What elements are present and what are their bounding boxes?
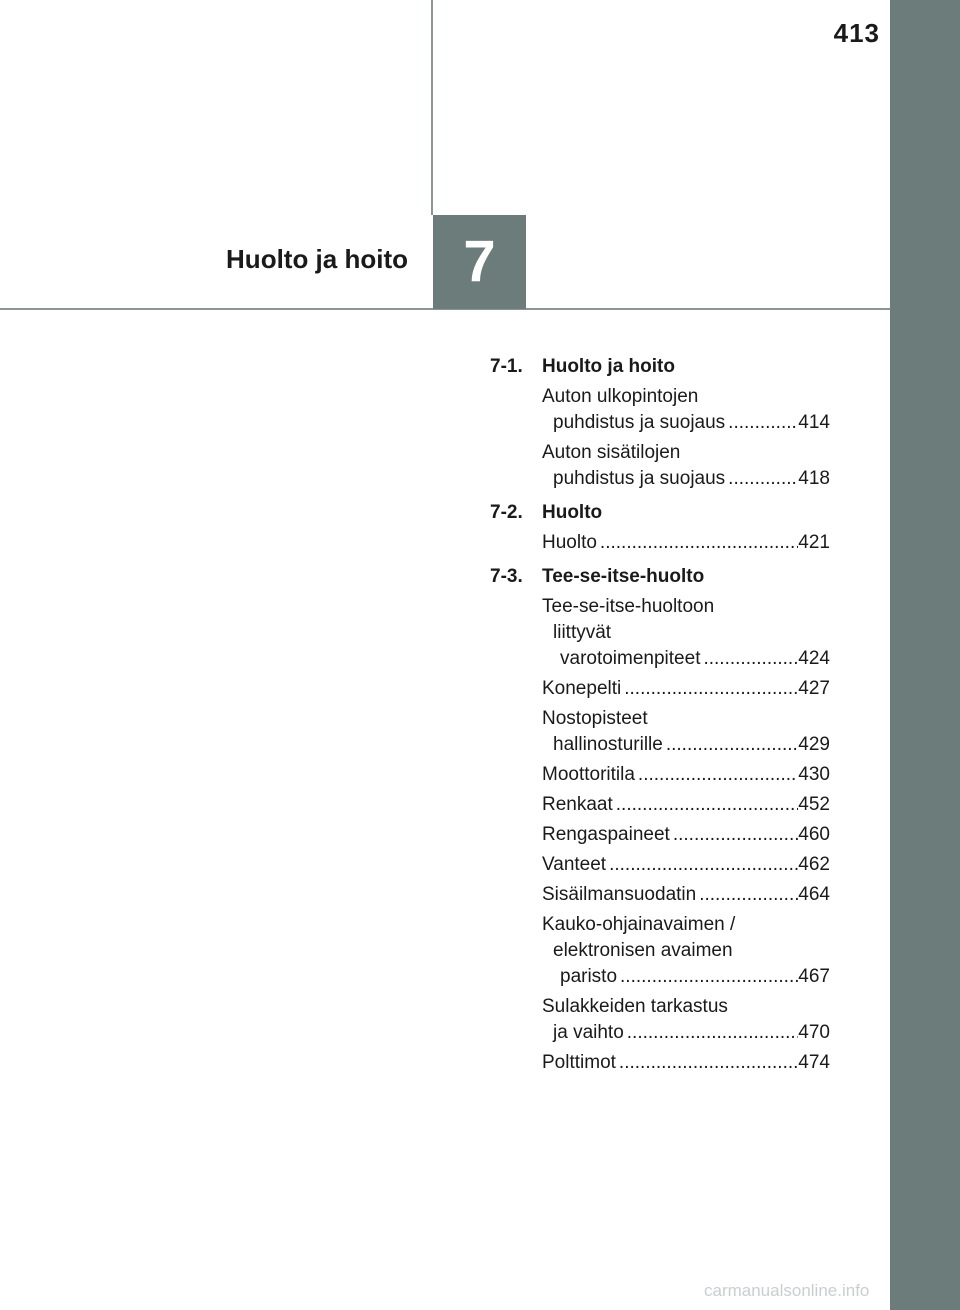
dot-leader xyxy=(673,822,798,848)
entry-text-line: Tee-se-itse-huoltoon xyxy=(542,596,715,617)
entry-text-line: paristo xyxy=(560,966,618,987)
toc-entry[interactable] xyxy=(542,762,830,788)
section-heading xyxy=(490,500,830,526)
section-title: Tee-se-itse-huolto xyxy=(542,566,705,587)
toc-entry[interactable] xyxy=(542,994,830,1046)
dot-leader xyxy=(703,646,798,672)
section-number: 7-3. xyxy=(490,566,523,587)
chapter-title: Huolto ja hoito xyxy=(226,244,408,274)
entry-text-line: Nostopisteet xyxy=(542,708,648,729)
entry-text-line: puhdistus ja suojaus xyxy=(553,412,726,433)
section-heading xyxy=(490,354,830,380)
toc-entry[interactable] xyxy=(542,852,830,878)
entry-text-line: Kauko-ohjainavaimen / xyxy=(542,914,736,935)
toc-entry[interactable] xyxy=(542,676,830,702)
watermark: carmanualsonline.info xyxy=(704,1281,870,1300)
entry-text-line: Moottoritila xyxy=(542,764,635,785)
entry-text-line: Konepelti xyxy=(542,678,622,699)
section-number: 7-1. xyxy=(490,356,523,377)
entry-text-line: elektronisen avaimen xyxy=(553,940,733,961)
entry-text-line: puhdistus ja suojaus xyxy=(553,468,726,489)
page-number: 413 xyxy=(833,18,880,48)
entry-page-number: 427 xyxy=(798,678,830,699)
section-heading xyxy=(490,564,830,590)
entry-page-number: 464 xyxy=(798,884,830,905)
entry-page-number: 467 xyxy=(798,966,830,987)
chapter-number-box: 7 xyxy=(433,215,526,309)
entry-page-number: 460 xyxy=(798,824,830,845)
entry-text-line: Auton ulkopintojen xyxy=(542,386,699,407)
table-of-contents xyxy=(490,354,830,1084)
dot-leader xyxy=(728,466,798,492)
dot-leader xyxy=(728,410,798,436)
toc-entry[interactable] xyxy=(542,706,830,758)
entry-page-number: 414 xyxy=(798,412,830,433)
dot-leader xyxy=(638,762,798,788)
toc-entry[interactable] xyxy=(542,594,830,672)
entry-text-line: Huolto xyxy=(542,532,597,553)
toc-entry[interactable] xyxy=(542,384,830,436)
entry-page-number: 421 xyxy=(798,532,830,553)
toc-entry[interactable] xyxy=(542,1050,830,1076)
toc-entry[interactable] xyxy=(542,822,830,848)
toc-entry[interactable] xyxy=(542,792,830,818)
entry-page-number: 452 xyxy=(798,794,830,815)
entry-page-number: 429 xyxy=(798,734,830,755)
entry-text-line: Polttimot xyxy=(542,1052,616,1073)
entry-text-line: hallinosturille xyxy=(553,734,663,755)
entry-page-number: 418 xyxy=(798,468,830,489)
entry-text-line: Sisäilmansuodatin xyxy=(542,884,697,905)
toc-section xyxy=(490,500,830,556)
toc-section xyxy=(490,564,830,1076)
entry-text-line: Vanteet xyxy=(542,854,607,875)
toc-entry[interactable] xyxy=(542,882,830,908)
entry-page-number: 430 xyxy=(798,764,830,785)
dot-leader xyxy=(627,1020,799,1046)
chapter-side-strip xyxy=(890,0,960,1310)
dot-leader xyxy=(619,1050,798,1076)
toc-section xyxy=(490,354,830,492)
dot-leader xyxy=(624,676,798,702)
vertical-rule xyxy=(431,0,433,215)
section-title: Huolto ja hoito xyxy=(542,356,675,377)
entry-text-line: Sulakkeiden tarkastus xyxy=(542,996,728,1017)
entry-text-line: liittyvät xyxy=(553,622,612,643)
toc-entry[interactable] xyxy=(542,912,830,990)
dot-leader xyxy=(616,792,799,818)
dot-leader xyxy=(620,964,798,990)
entry-page-number: 470 xyxy=(798,1022,830,1043)
section-title: Huolto xyxy=(542,502,603,523)
entry-text-line: Renkaat xyxy=(542,794,613,815)
entry-text-line: Auton sisätilojen xyxy=(542,442,681,463)
entry-page-number: 462 xyxy=(798,854,830,875)
dot-leader xyxy=(666,732,798,758)
toc-entry[interactable] xyxy=(542,530,830,556)
toc-entry[interactable] xyxy=(542,440,830,492)
dot-leader xyxy=(609,852,798,878)
entry-page-number: 474 xyxy=(798,1052,830,1073)
entry-page-number: 424 xyxy=(798,648,830,669)
section-number: 7-2. xyxy=(490,502,523,523)
entry-text-line: ja vaihto xyxy=(553,1022,624,1043)
entry-text-line: varotoimenpiteet xyxy=(560,648,701,669)
dot-leader xyxy=(699,882,798,908)
entry-text-line: Rengaspaineet xyxy=(542,824,670,845)
dot-leader xyxy=(600,530,798,556)
